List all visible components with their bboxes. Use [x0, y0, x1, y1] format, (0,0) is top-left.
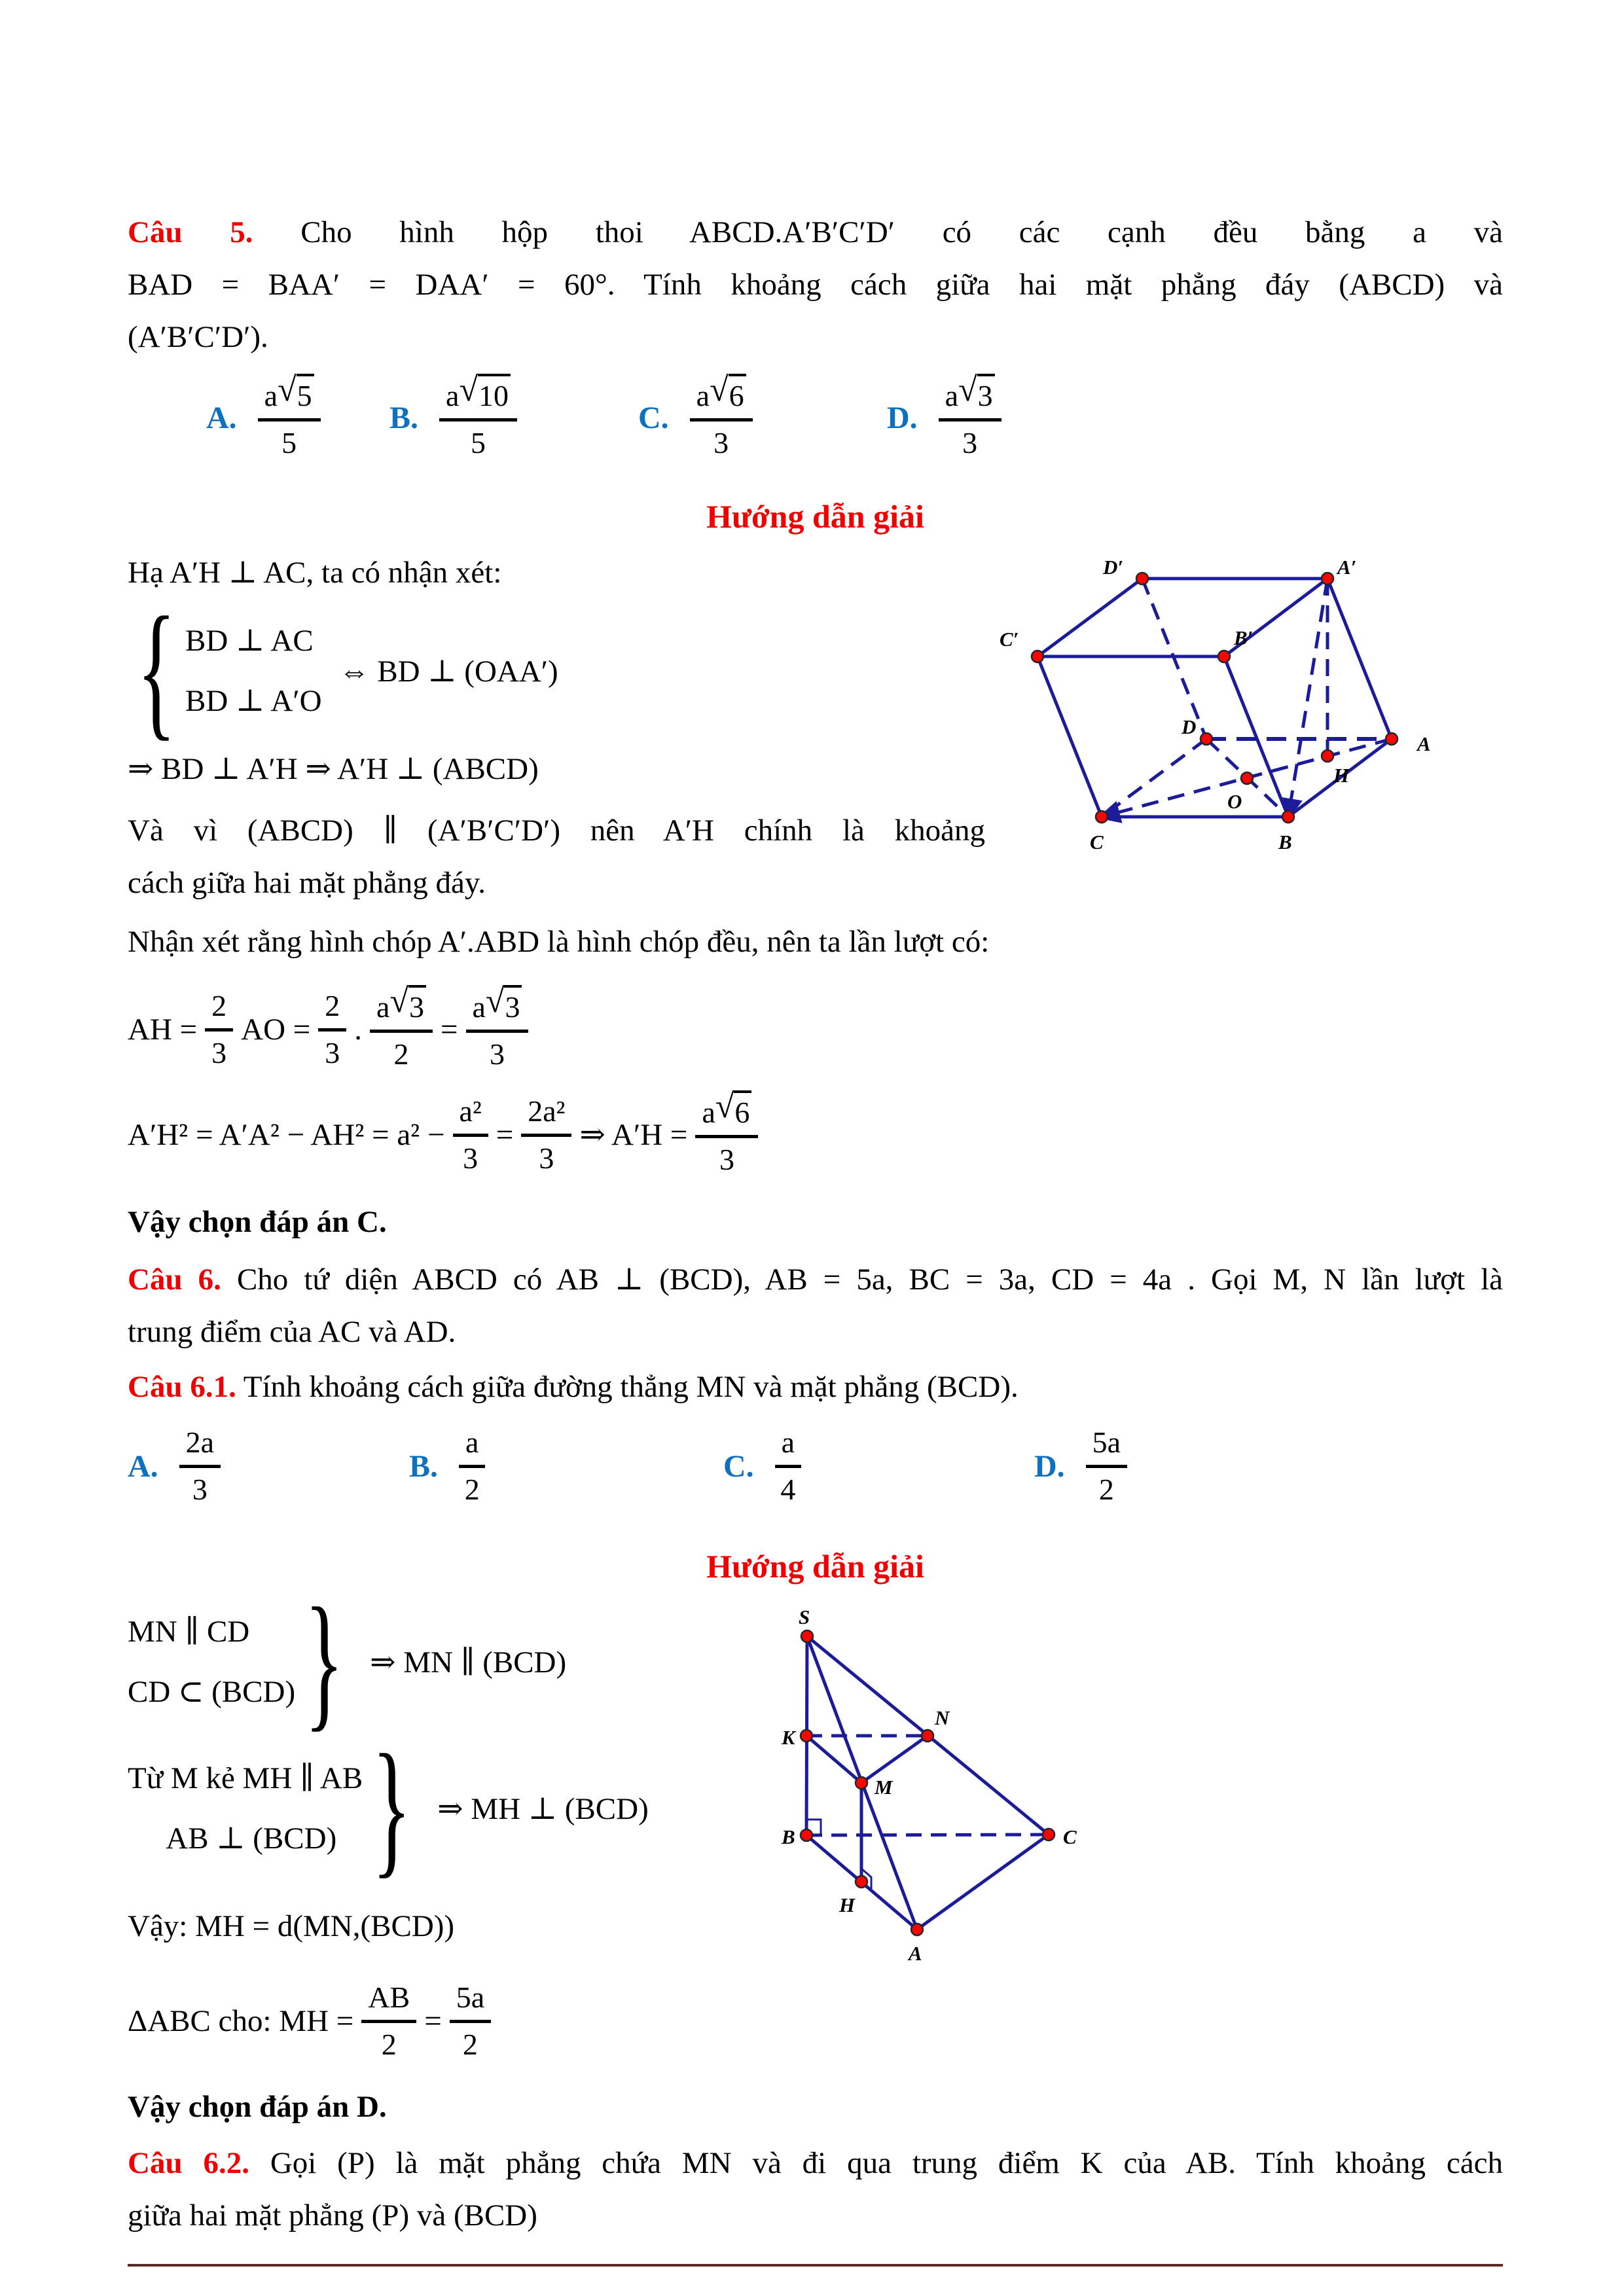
sol61-system-1 [128, 1578, 769, 1746]
vertex-M [856, 1777, 867, 1789]
vertex-K [801, 1730, 812, 1742]
vertex-C [1096, 811, 1108, 823]
label-B: B [1278, 831, 1292, 853]
option-c-value: a √ 6 3 [690, 374, 753, 462]
sol61-sys1-result: ⇒ MN ∥ (BCD) [370, 1645, 567, 1679]
sqrt-icon: √ [710, 371, 729, 408]
edge-Cprime-Dprime [1038, 579, 1142, 656]
sol5-sys-row1: BD ⊥ AC [185, 624, 314, 658]
option-d-letter: D. [887, 401, 918, 435]
sol61-sys2-row2: AB ⊥ (BCD) [166, 1821, 337, 1856]
question-6-1-options [128, 1424, 1503, 1534]
edge-C-A [917, 1835, 1049, 1929]
option-c-letter: C. [723, 1448, 754, 1484]
label-M: M [875, 1776, 893, 1799]
vertex-B [801, 1829, 812, 1841]
solution-heading-1: Hướng dẫn giải [706, 498, 924, 535]
diagram-tetrahedron [779, 1608, 1087, 1975]
label-C: C [1090, 831, 1104, 853]
option-d-letter: D. [1034, 1448, 1065, 1484]
label-A: A [909, 1942, 922, 1965]
question-5-text1: Cho hình hộp thoi ABCD.A′B′C′D′ có các cạnh đều bằng a và [300, 215, 1503, 249]
vertex-Cprime [1032, 651, 1043, 662]
diagram-parallelepiped [998, 560, 1456, 867]
right-brace-icon: } [372, 1725, 412, 1892]
sol5-because-1: Và vì (ABCD) ∥ (A′B′C′D′) nên A′H chính là khoảng [128, 814, 985, 848]
option-b-letter: B. [409, 1448, 439, 1484]
edge-Aprime-B [1288, 579, 1327, 817]
sol61-vay: Vậy: MH = d(MN,(BCD)) [128, 1909, 455, 1943]
option-d [887, 371, 1009, 462]
label-Cprime: C′ [1000, 628, 1019, 651]
label-D: D [1182, 715, 1197, 738]
sol61-sys1-row1: MN ∥ CD [128, 1615, 250, 1649]
diagram-parallelepiped-svg [998, 560, 1456, 867]
label-Aprime: A′ [1337, 560, 1357, 579]
option-d-value: a √ 3 3 [939, 374, 1001, 462]
left-brace-icon: { [137, 587, 176, 755]
solution-heading-2: Hướng dẫn giải [706, 1548, 924, 1585]
option-d [1034, 1424, 1135, 1509]
edge-D-C [1102, 739, 1206, 817]
label-A: A [1417, 732, 1431, 755]
label-K: K [782, 1726, 795, 1749]
vertex-D [1200, 733, 1212, 745]
diagram-tetrahedron-svg [779, 1608, 1087, 1975]
vertex-Bprime [1218, 651, 1230, 662]
sol5-sys-result: ⇔ BD ⊥ (OAA′) [338, 654, 558, 689]
sol5-formula-AprimeH: A′H² = A′A² − AH² = a² − $\frac{\text{a²}}{3}$ = $\frac{\text{2a²}}{3}$ ⇒ A′H = a √ 6 3 [128, 1090, 1503, 1179]
edge-Dprime-D [1142, 579, 1206, 739]
question-6-1 [128, 1361, 1503, 1413]
vertex-H [1322, 750, 1333, 762]
vertex-S [801, 1630, 813, 1642]
vertex-A [911, 1924, 923, 1935]
question-6-line1 [128, 1253, 1503, 1306]
vertex-C [1043, 1829, 1055, 1840]
option-c [638, 371, 761, 462]
edge-Aprime-A [1327, 579, 1392, 739]
option-b [409, 1424, 493, 1509]
question-6-2-line1 [128, 2137, 1503, 2189]
right-brace-icon: } [304, 1578, 344, 1746]
sol5-conclusion: Vậy chọn đáp án C. [128, 1205, 387, 1239]
option-c [723, 1424, 809, 1509]
sqrt-icon: √ [715, 1088, 734, 1125]
label-H: H [839, 1893, 856, 1916]
question-5-options [128, 371, 1503, 484]
solution-6-1 [128, 1578, 1503, 2064]
vertex-H [856, 1876, 867, 1888]
edge-Cprime-C [1038, 656, 1102, 817]
sqrt-icon: √ [389, 982, 408, 1020]
option-c-letter: C. [638, 401, 669, 435]
label-B: B [782, 1825, 795, 1848]
sol5-because-2: cách giữa hai mặt phẳng đáy. [128, 866, 486, 900]
option-b-value: $\frac{a}{2}$ [459, 1424, 485, 1509]
sol5-system [128, 587, 985, 755]
edge-N-M [861, 1736, 928, 1783]
sqrt-icon: √ [485, 982, 505, 1020]
sol5-step2: ⇒ BD ⊥ A′H ⇒ A′H ⊥ (ABCD) [128, 752, 539, 786]
sqrt-icon: √ [459, 371, 478, 408]
sol5-sys-row2: BD ⊥ A′O [185, 684, 322, 718]
option-b [389, 371, 525, 462]
solution-5 [128, 547, 1503, 909]
sol5-intro: Hạ A′H ⊥ AC, ta có nhận xét: [128, 556, 502, 590]
vertex-Dprime [1136, 573, 1148, 584]
label-Bprime: B′ [1234, 626, 1254, 649]
sol61-sys1-row2: CD ⊂ (BCD) [128, 1675, 296, 1709]
question-5 [128, 206, 1503, 363]
label-O: O [1227, 790, 1242, 813]
sol61-formula-MH: ΔABC cho: MH = $\frac{AB}{2}$ = $\frac{5a}{2}$ [128, 1979, 769, 2064]
sol61-sys2-row1: Từ M kẻ MH ∥ AB [128, 1761, 363, 1795]
question-6-2-line2: giữa hai mặt phẳng (P) và (BCD) [128, 2198, 537, 2233]
question-6-label: Câu 6. [128, 1263, 221, 1297]
label-C: C [1063, 1825, 1077, 1848]
question-5-line3: (A′B′C′D′). [128, 320, 268, 354]
sqrt-icon: √ [278, 371, 297, 408]
question-5-label: Câu 5. [128, 215, 253, 249]
label-H: H [1333, 764, 1350, 787]
sol61-conclusion: Vậy chọn đáp án D. [128, 2090, 387, 2124]
option-a [206, 371, 329, 462]
option-a-letter: A. [128, 1448, 158, 1484]
option-a-value: a √ 5 5 [258, 374, 321, 462]
option-b-letter: B. [389, 401, 419, 435]
vertex-O [1241, 772, 1253, 784]
sol61-sys2-result: ⇒ MH ⊥ (BCD) [437, 1791, 649, 1826]
question-6 [128, 1253, 1503, 1358]
footer-divider [128, 2264, 1503, 2267]
label-Dprime: D′ [1103, 560, 1124, 579]
vertex-A [1386, 733, 1398, 745]
question-6-2 [128, 2137, 1503, 2242]
vertex-N [922, 1730, 933, 1742]
question-6-text1: Cho tứ diện ABCD có AB ⊥ (BCD), AB = 5a, BC = 3a, CD = 4a . Gọi M, N lần lượt là [236, 1263, 1503, 1297]
sol5-formula-AH: AH = $\frac{2}{3}$ AO = $\frac{2}{3}$ . a √ 3 2 = a √ 3 3 [128, 985, 1503, 1073]
option-a-letter: A. [206, 401, 237, 435]
sol61-system-2 [128, 1725, 769, 1892]
option-c-value: $\frac{a}{4}$ [775, 1424, 801, 1509]
vertex-B [1282, 811, 1294, 823]
question-6-1-text: Tính khoảng cách giữa đường thẳng MN và mặt phẳng (BCD). [243, 1370, 1019, 1404]
question-6-2-label: Câu 6.2. [128, 2146, 249, 2180]
sol5-remark: Nhận xét rằng hình chóp A′.ABD là hình chóp đều, nên ta lần lượt có: [128, 925, 990, 959]
option-a [128, 1424, 228, 1509]
option-a-value: $\frac{2a}{3}$ [179, 1424, 221, 1509]
question-6-2-text1: Gọi (P) là mặt phẳng chứa MN và đi qua trung điểm K của AB. Tính khoảng cách [270, 2146, 1503, 2180]
solution-6-1-text [128, 1578, 769, 2064]
vertex-Aprime [1322, 573, 1333, 584]
question-5-line1 [128, 206, 1503, 259]
solution-5-text [128, 547, 985, 909]
option-d-value: $\frac{5a}{2}$ [1086, 1424, 1127, 1509]
question-5-line2: BAD = BAA′ = DAA′ = 60°. Tính khoảng cách giữa hai mặt phẳng đáy (ABCD) và [128, 268, 1503, 302]
question-6-1-label: Câu 6.1. [128, 1370, 236, 1404]
option-b-value: a √ 10 5 [439, 374, 517, 462]
label-S: S [799, 1608, 810, 1628]
label-N: N [935, 1706, 950, 1729]
question-6-line2: trung điểm của AC và AD. [128, 1315, 456, 1349]
sqrt-icon: √ [958, 371, 977, 408]
